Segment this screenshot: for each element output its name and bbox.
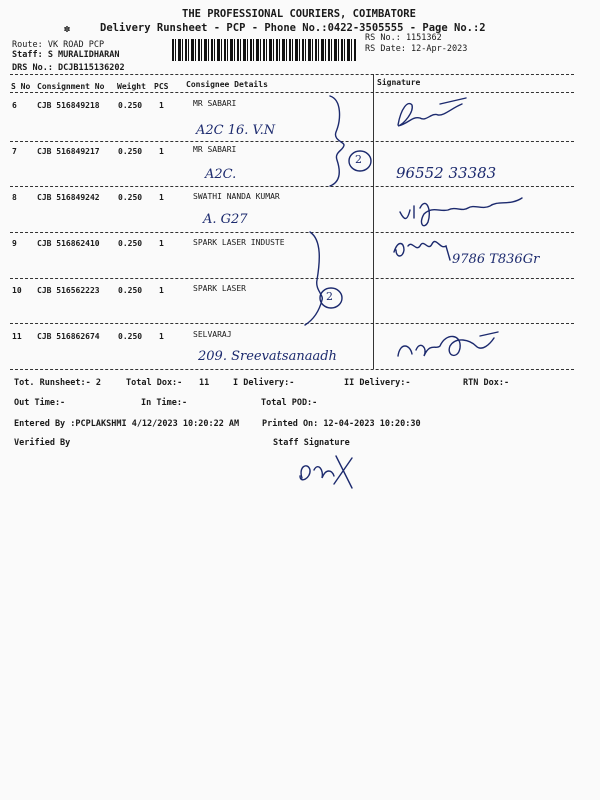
row-pcs: 1 [159,101,164,110]
mark-icon: ✽ [64,24,71,35]
row-pcs: 1 [159,147,164,156]
rs-number: RS No.: 1151362 [365,33,442,43]
row-sno: 8 [12,193,17,202]
row-consignment: CJB 516849217 [37,147,100,156]
entered-by: Entered By :PCPLAKSHMI 4/12/2023 10:20:22 AM [14,419,240,429]
row-consignee: SWATHI NANDA KUMAR [193,192,280,201]
staff-signature-label: Staff Signature [273,438,350,448]
row-sno: 10 [12,286,22,295]
row-pcs: 1 [159,193,164,202]
col-sno: S No [11,82,31,91]
row-pcs: 1 [159,332,164,341]
row-sno: 7 [12,147,17,156]
row-sno: 9 [12,239,17,248]
row-consignee: MR SABARI [193,99,237,108]
rtn-dox: RTN Dox:- [463,378,510,388]
printed-on: Printed On: 12-04-2023 10:20:30 [262,419,421,429]
ii-delivery: II Delivery:- [344,378,411,388]
rs-date: RS Date: 12-Apr-2023 [365,44,468,54]
signature-row-9 [394,241,450,260]
handwritten-note: A. G27 [203,212,248,227]
company-title: THE PROFESSIONAL COURIERS, COIMBATORE [182,8,416,20]
signature-row-6 [398,98,466,126]
row-pcs: 1 [159,286,164,295]
handwritten-note: 209. Sreevatsanaadh [198,349,337,364]
row-pcs: 1 [159,239,164,248]
staff-label: Staff: S MURALIDHARAN [12,50,120,60]
row-weight: 0.250 [118,332,143,341]
in-time: In Time:- [141,398,188,408]
handwritten-count: 2 [355,153,362,166]
row-consignee: SPARK LASER INDUSTE [193,238,285,247]
drs-number: DRS No.: DCJB115136202 [12,63,125,73]
signature-row-8 [400,198,522,226]
handwritten-note: A2C 16. V.N [196,123,276,138]
bracket-rows-6-7 [330,96,344,186]
verified-by: Verified By [14,438,71,448]
out-time: Out Time:- [14,398,66,408]
col-pcs: PCS [154,82,169,91]
handwritten-note: A2C. [205,167,237,182]
row-consignment: CJB 516849242 [37,193,100,202]
total-pod: Total POD:- [261,398,318,408]
row-consignment: CJB 516562223 [37,286,100,295]
row-weight: 0.250 [118,147,143,156]
handwritten-sig-phone: 9786 T836Gr [452,252,540,267]
row-weight: 0.250 [118,193,143,202]
staff-signature-mark [300,456,352,488]
route-label: Route: VK ROAD PCP [12,40,105,50]
col-consignee: Consignee Details [186,80,268,89]
signature-row-11 [398,332,498,356]
row-consignee: SELVARAJ [193,330,232,339]
row-weight: 0.250 [118,239,143,248]
row-consignee: SPARK LASER [193,284,246,293]
row-consignment: CJB 516862674 [37,332,100,341]
col-signature: Signature [377,78,421,87]
col-weight: Weight [117,82,146,91]
row-sno: 11 [12,332,22,341]
runsheet-title: Delivery Runsheet - PCP - Phone No.:0422-3505555 - Page No.:2 [100,22,486,34]
row-weight: 0.250 [118,101,143,110]
row-consignee: MR SABARI [193,145,237,154]
col-consignment: Consignment No [37,82,105,91]
row-consignment: CJB 516849218 [37,101,100,110]
handwritten-phone: 96552 33383 [396,164,497,182]
handwritten-count: 2 [326,290,333,303]
total-dox-value: 11 [199,378,210,388]
row-consignment: CJB 516862410 [37,239,100,248]
i-delivery: I Delivery:- [233,378,295,388]
bracket-rows-9-10 [305,232,322,325]
row-sno: 6 [12,101,17,110]
total-runsheet: Tot. Runsheet:- 2 [14,378,101,388]
row-weight: 0.250 [118,286,143,295]
total-dox-label: Total Dox:- [126,378,183,388]
